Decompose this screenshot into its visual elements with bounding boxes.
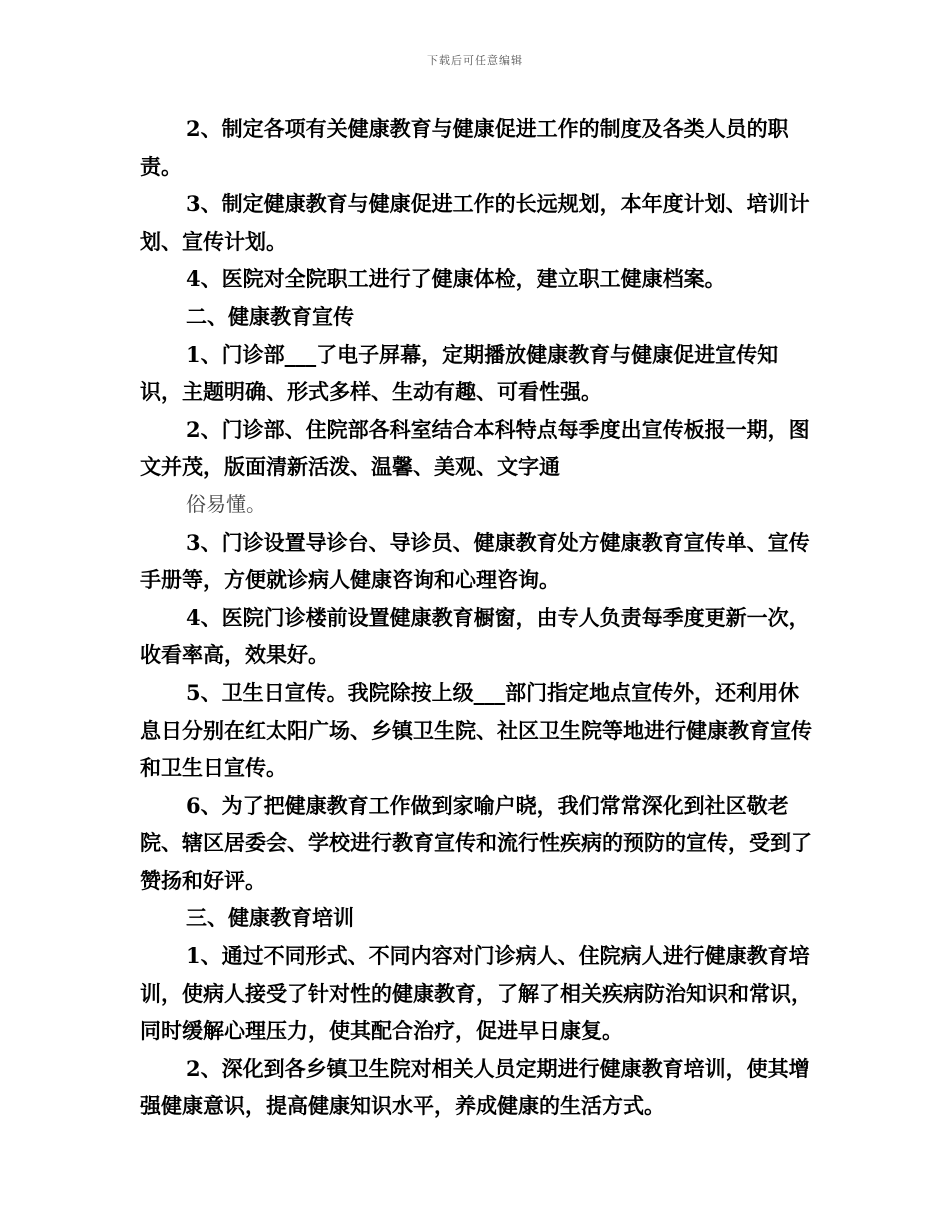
section-heading-3: 三、健康教育培训 (186, 905, 354, 931)
paragraph-item-6-community-outreach: 6、为了把健康教育工作做到家喻户晓，我们常常深化到社区敬老院、辖区居委会、学校进行教育宣传和流行性疾病的预防的宣传，受到了赞扬和好评。 (140, 792, 812, 893)
paragraph-item-2-bulletin-board: 2、门诊部、住院部各科室结合本科特点每季度出宣传板报一期，图文并茂，版面清新活泼、温馨、美观、文字通 (140, 416, 810, 480)
paragraph-item-2-duties: 2、制定各项有关健康教育与健康促进工作的制度及各类人员的职责。 (140, 116, 789, 179)
paragraph-item-4-display-window: 4、医院门诊楼前设置健康教育橱窗，由专人负责每季度更新一次，收看率高，效果好。 (140, 604, 810, 668)
page-header: 下载后可任意编辑 (427, 54, 523, 67)
document-body (140, 110, 820, 1125)
paragraph-item-5-health-day: 5、卫生日宣传。我院除按上级___部门指定地点宣传外，还利用休息日分别在红太阳广场、乡镇卫生院、社区卫生院等地进行健康教育宣传和卫生日宣传。 (140, 679, 812, 781)
paragraph-item-4-health-checkup: 4、医院对全院职工进行了健康体检，建立职工健康档案。 (186, 266, 726, 292)
paragraph-item-3-planning: 3、制定健康教育与健康促进工作的长远规划，本年度计划、培训计划、宣传计划。 (140, 191, 810, 254)
paragraph-item-2-township-training: 2、深化到各乡镇卫生院对相关人员定期进行健康教育培训，使其增强健康意识，提高健康知识水平，养成健康的生活方式。 (140, 1055, 810, 1119)
paragraph-continuation: 俗易懂。 (186, 491, 266, 516)
section-heading-2: 二、健康教育宣传 (186, 303, 354, 329)
paragraph-item-3-guidance-desk: 3、门诊设置导诊台、导诊员、健康教育处方健康教育宣传单、宣传手册等，方便就诊病人健康咨询和心理咨询。 (140, 529, 810, 593)
paragraph-item-1-electronic-screen: 1、门诊部___了电子屏幕，定期播放健康教育与健康促进宣传知识，主题明确、形式多样、生动有趣、可看性强。 (140, 341, 779, 405)
paragraph-item-1-patient-training: 1、通过不同形式、不同内容对门诊病人、住院病人进行健康教育培训，使病人接受了针对性的健康教育，了解了相关疾病防治知识和常识，同时缓解心理压力，使其配合治疗，促进早日康复。 (140, 943, 812, 1044)
